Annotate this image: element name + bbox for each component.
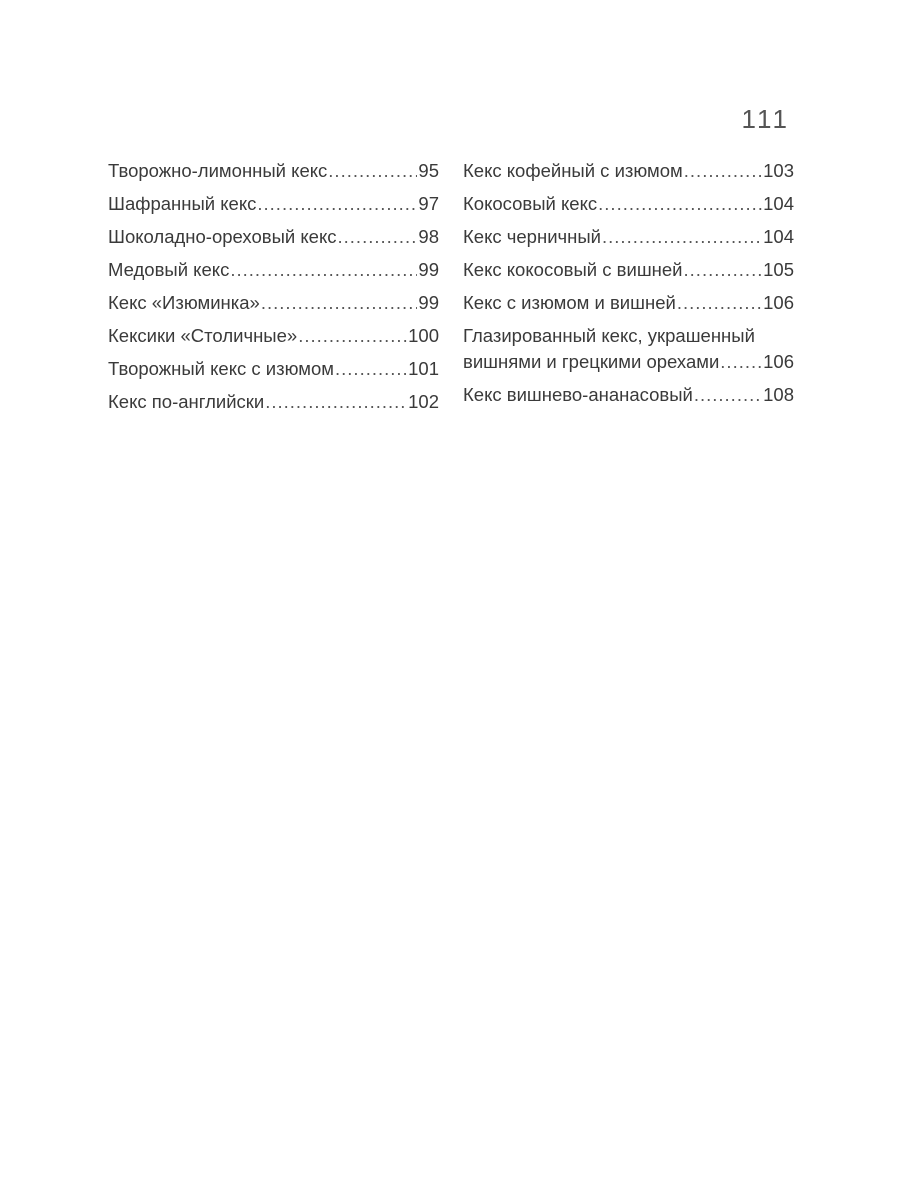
toc-leader-dots xyxy=(261,290,418,316)
toc-entry xyxy=(463,224,794,250)
toc-entry-title: Шафранный кекс xyxy=(108,193,257,214)
toc-entry-page: 106 xyxy=(763,292,794,313)
toc-entry-title: вишнями и грецкими орехами xyxy=(463,351,720,372)
toc-entry-title: Шоколадно-ореховый кекс xyxy=(108,226,337,247)
toc-entry xyxy=(463,191,794,217)
toc-entry xyxy=(463,257,794,283)
toc-entry xyxy=(463,158,794,184)
toc-leader-dots xyxy=(265,389,407,415)
toc-entry-title: Творожно-лимонный кекс xyxy=(108,160,328,181)
toc-entry xyxy=(463,290,794,316)
toc-leader-dots xyxy=(720,349,762,375)
toc-leader-dots xyxy=(257,191,417,217)
toc-entry-page: 99 xyxy=(418,259,439,280)
toc-entry xyxy=(108,323,439,349)
toc-leader-dots xyxy=(602,224,762,250)
toc-leader-dots xyxy=(598,191,762,217)
toc-entry-title: Кекс «Изюминка» xyxy=(108,292,260,313)
toc-entry-title: Кекс кокосовый с вишней xyxy=(463,259,683,280)
toc-leader-dots xyxy=(298,323,407,349)
toc-entry xyxy=(108,191,439,217)
toc-entry xyxy=(108,290,439,316)
toc-entry-title-line1: Глазированный кекс, украшенный xyxy=(463,325,755,346)
toc-leader-dots xyxy=(230,257,417,283)
toc-leader-dots xyxy=(694,382,762,408)
toc-entry-page: 99 xyxy=(418,292,439,313)
toc-column-right xyxy=(463,158,794,415)
toc-entry-page: 100 xyxy=(408,325,439,346)
toc-entry-title: Творожный кекс с изюмом xyxy=(108,358,335,379)
toc-entry-title: Кекс по-английски xyxy=(108,391,265,412)
toc-leader-dots xyxy=(335,356,407,382)
toc-entry-page: 102 xyxy=(408,391,439,412)
toc-entry-page: 101 xyxy=(408,358,439,379)
page-number: 111 xyxy=(741,104,790,134)
toc-entry-title: Кекс с изюмом и вишней xyxy=(463,292,676,313)
toc-leader-dots xyxy=(328,158,417,184)
toc-entry xyxy=(108,224,439,250)
toc-entry-page: 106 xyxy=(763,351,794,372)
toc-entry xyxy=(108,356,439,382)
toc-entry-page: 103 xyxy=(763,160,794,181)
toc-leader-dots xyxy=(677,290,762,316)
toc-entry-page: 105 xyxy=(763,259,794,280)
toc-entry-multiline xyxy=(463,323,794,375)
toc-entry xyxy=(108,257,439,283)
toc-entry-page: 108 xyxy=(763,384,794,405)
toc-leader-dots xyxy=(684,257,763,283)
toc-column-left xyxy=(108,158,439,422)
toc-entry xyxy=(108,389,439,415)
toc-entry-title: Медовый кекс xyxy=(108,259,230,280)
toc-leader-dots xyxy=(684,158,762,184)
toc-leader-dots xyxy=(338,224,418,250)
toc-entry xyxy=(463,382,794,408)
toc-entry xyxy=(108,158,439,184)
toc-entry-title: Кекс вишнево-ананасовый xyxy=(463,384,693,405)
toc-entry-page: 97 xyxy=(418,193,439,214)
toc-entry-title: Кекс черничный xyxy=(463,226,602,247)
toc-entry-page: 104 xyxy=(763,226,794,247)
toc-entry-page: 104 xyxy=(763,193,794,214)
toc-entry-page: 95 xyxy=(418,160,439,181)
toc-entry-title: Кокосовый кекс xyxy=(463,193,598,214)
toc-entry-title: Кексики «Столичные» xyxy=(108,325,298,346)
toc-entry-title: Кекс кофейный с изюмом xyxy=(463,160,683,181)
toc-entry-page: 98 xyxy=(418,226,439,247)
